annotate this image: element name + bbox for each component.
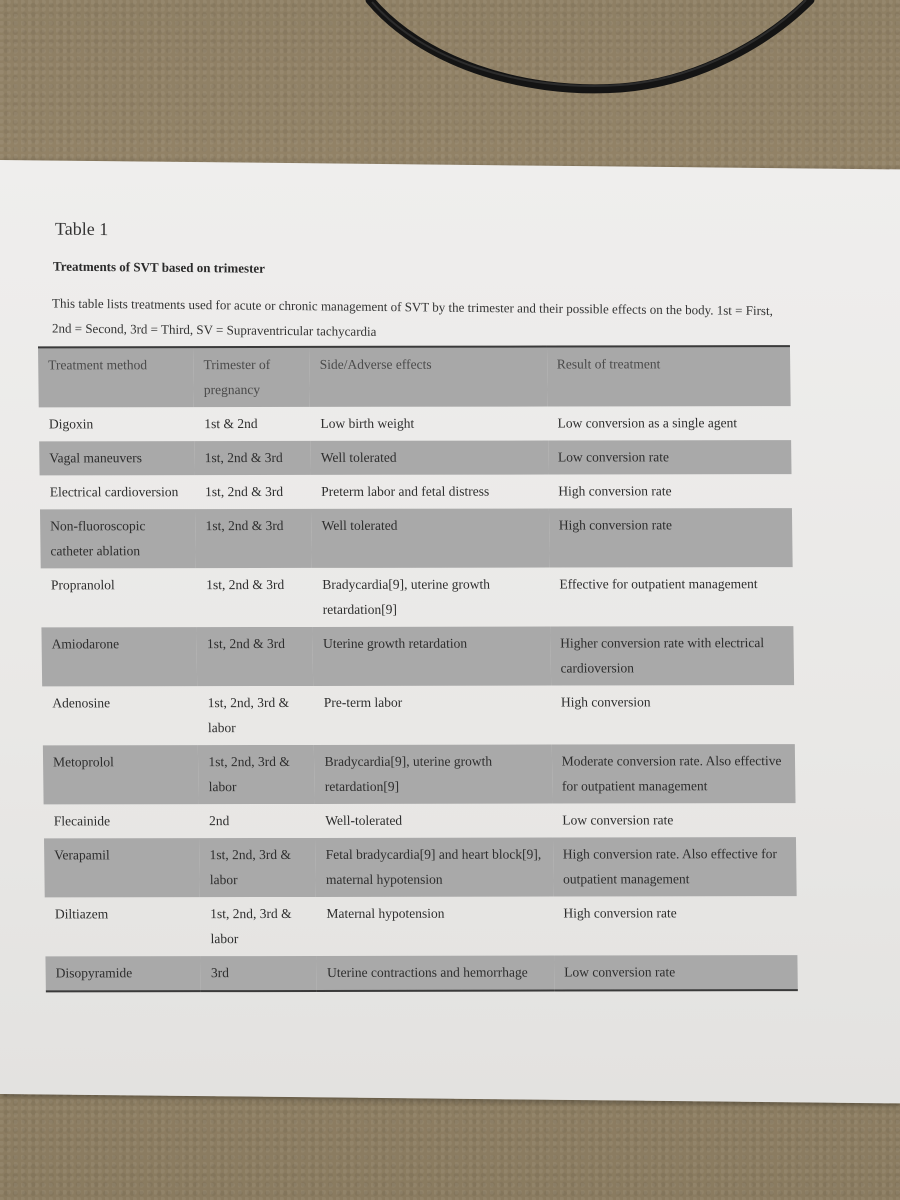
cell-trimester: 1st, 2nd & 3rd [204,449,283,466]
table-subtitle: Treatments of SVT based on trimester [53,258,265,276]
cell-method: Diltiazem [54,906,109,922]
cell-result: Moderate conversion rate. Also effective for outpatient management [561,753,782,794]
cell-effects: Bradycardia[9], uterine growth retardation[9] [322,576,491,617]
table-caption: This table lists treatments used for acute or chronic management of SVT by the trimester and their possible effects on the body. 1st = First, 2nd = Second, 3rd = Third, SV = Supraventricular tachycardia [52,295,773,339]
paper-sheet [0,160,900,1103]
cell-trimester: 1st, 2nd & 3rd [205,483,284,500]
cell-effects: Well-tolerated [325,812,403,828]
cell-trimester: 1st, 2nd, 3rd & labor [209,846,292,888]
table-row [43,744,796,804]
table-row [45,896,798,956]
cell-trimester: 1st, 2nd & 3rd [206,635,286,652]
cell-trimester: 1st, 2nd, 3rd & labor [207,694,290,736]
cell-trimester: 1st, 2nd, 3rd & labor [208,753,290,795]
cell-result: High conversion rate. Also effective for outpatient management [562,846,778,887]
cell-trimester: 1st, 2nd & 3rd [205,517,284,534]
header-trimester: Trimester of pregnancy [203,356,271,398]
cell-trimester: 3rd [210,965,230,981]
cell-method: Adenosine [52,695,111,711]
cell-method: Vagal maneuvers [49,450,143,466]
table-row [44,803,796,838]
cell-result: Low conversion as a single agent [557,415,738,431]
table-row [41,626,794,686]
cell-result: Higher conversion rate with electrical cardioversion [560,635,765,676]
table-row [40,474,792,509]
cell-method: Electrical cardioversion [49,484,179,500]
cell-method: Verapamil [54,847,110,863]
cell-effects: Pre-term labor [323,694,403,710]
cell-result: Low conversion rate [557,449,669,465]
cell-trimester: 1st & 2nd [204,416,258,432]
table-row [40,508,793,568]
cell-result: High conversion rate [558,517,673,533]
table-row [44,837,797,897]
cell-effects: Bradycardia[9], uterine growth retardation[9] [324,753,493,794]
cell-result: Effective for outpatient management [559,576,758,592]
cell-method: Metoprolol [52,754,114,770]
table-row [39,440,791,475]
cell-trimester: 1st, 2nd, 3rd & labor [210,905,292,947]
cell-method: Disopyramide [55,965,133,981]
cell-result: High conversion rate [558,483,672,499]
cell-method: Digoxin [48,416,94,432]
cell-trimester: 2nd [209,813,230,829]
table-row [45,955,797,991]
cell-method: Non-fluoroscopic catheter ablation [50,518,146,559]
cell-effects: Low birth weight [320,415,415,431]
black-cable [0,0,900,160]
table-row [42,685,795,745]
cell-result: Low conversion rate [564,964,676,980]
table-header-row [38,346,791,407]
cell-result: High conversion [560,694,651,710]
cell-effects: Maternal hypotension [326,905,445,921]
cell-effects: Uterine contractions and hemorrhage [327,964,528,980]
table-title: Table 1 [55,218,109,240]
cell-method: Flecainide [53,813,111,829]
cell-result: Low conversion rate [562,812,674,828]
cell-effects: Well tolerated [321,517,398,533]
cell-effects: Uterine growth retardation [323,635,468,651]
cell-method: Amiodarone [51,636,120,652]
cell-method: Propranolol [50,577,115,593]
cell-effects: Preterm labor and fetal distress [321,483,490,499]
cell-result: High conversion rate [563,905,677,921]
header-result: Result of treatment [556,356,661,372]
cell-effects: Fetal bradycardia[9] and heart block[9], maternal hypotension [325,846,542,887]
svt-treatments-table [38,345,798,992]
table-row [39,406,791,441]
header-side-effects: Side/Adverse effects [319,356,432,372]
cell-effects: Well tolerated [320,449,397,465]
header-treatment-method: Treatment method [48,357,148,373]
cell-trimester: 1st, 2nd & 3rd [206,576,285,593]
table-row [41,567,794,627]
